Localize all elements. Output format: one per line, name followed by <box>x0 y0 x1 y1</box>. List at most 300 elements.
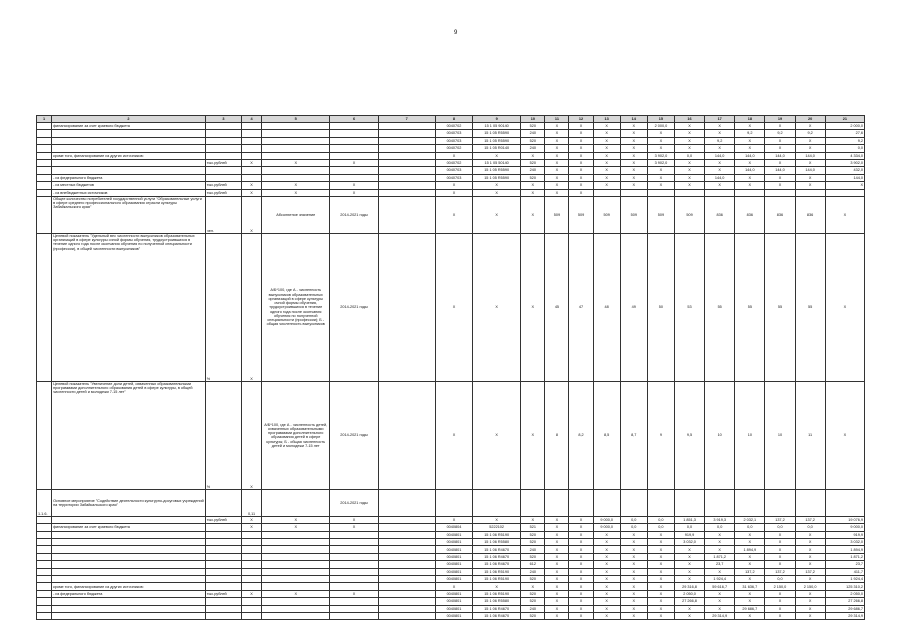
table-cell: Х <box>569 189 593 196</box>
table-cell <box>330 576 378 583</box>
table-cell: Х <box>521 233 545 381</box>
table-cell <box>52 516 206 523</box>
table-cell: Х <box>647 546 674 553</box>
table-cell: Х <box>795 590 825 597</box>
table-cell: 0040702 <box>435 123 472 130</box>
table-cell: Х <box>262 159 330 166</box>
table-cell: 520 <box>521 612 545 619</box>
table-cell: 4 334,0 <box>825 152 864 159</box>
table-cell: 15 1 05 R5590 <box>473 167 521 174</box>
table-cell: Х <box>569 568 593 575</box>
table-cell <box>37 524 52 531</box>
table-cell: Х <box>569 167 593 174</box>
table-cell: Х <box>674 561 704 568</box>
table-cell: % <box>205 233 241 381</box>
table-row <box>37 539 865 546</box>
table-cell: Х <box>593 145 620 152</box>
table-cell <box>205 123 241 130</box>
table-cell: Основное мероприятие "Содействие деятельности культурно-досуговых учреждений на территории Забайкальского края" <box>52 489 206 516</box>
table-cell: Х <box>765 182 795 189</box>
table-cell: Х <box>569 539 593 546</box>
table-cell: 15 1 05 R5590 <box>473 137 521 144</box>
table-cell: Х <box>473 516 521 523</box>
table-cell <box>52 576 206 583</box>
table-cell: 9,2 <box>705 137 735 144</box>
table-cell: Х <box>435 196 472 233</box>
table-cell: Х <box>735 145 765 152</box>
table-cell: 13 <box>593 116 620 123</box>
table-cell: Х <box>521 583 545 590</box>
table-cell <box>330 546 378 553</box>
table-cell: Х <box>521 381 545 489</box>
table-cell: Х <box>435 152 472 159</box>
table-cell: Х <box>620 182 647 189</box>
table-cell <box>378 612 435 619</box>
table-cell <box>378 130 435 137</box>
table-row <box>37 130 865 137</box>
table-cell: 240 <box>521 130 545 137</box>
table-cell <box>378 605 435 612</box>
table-cell: Х <box>795 159 825 166</box>
table-cell <box>205 546 241 553</box>
table-cell: Х <box>241 159 261 166</box>
table-cell: Х <box>545 598 569 605</box>
table-cell: Х <box>674 174 704 181</box>
table-cell <box>330 174 378 181</box>
table-cell: Х <box>545 152 569 159</box>
table-cell: 0,0 <box>765 576 795 583</box>
table-cell <box>330 145 378 152</box>
table-cell <box>262 123 330 130</box>
table-cell: Х <box>735 553 765 560</box>
table-cell: 9,5 <box>674 381 704 489</box>
table-cell: 0040801 <box>435 605 472 612</box>
table-cell <box>52 605 206 612</box>
table-cell <box>262 561 330 568</box>
table-cell <box>37 531 52 538</box>
table-cell: 1 871,2 <box>705 553 735 560</box>
table-cell: 509 <box>674 196 704 233</box>
table-cell: Х <box>330 590 378 597</box>
table-cell: Х <box>593 159 620 166</box>
table-cell <box>262 130 330 137</box>
table-cell <box>241 531 261 538</box>
table-cell: Х <box>705 145 735 152</box>
table-cell: - из внебюджетных источников <box>52 189 206 196</box>
table-cell: Х <box>765 174 795 181</box>
table-cell <box>37 196 52 233</box>
table-cell: 240 <box>521 605 545 612</box>
table-cell <box>52 568 206 575</box>
table-cell: 3 902,0 <box>647 159 674 166</box>
indicator-row <box>37 233 865 381</box>
table-cell: 0,0 <box>674 524 704 531</box>
table-cell: Х <box>674 182 704 189</box>
table-cell: 49 <box>620 233 647 381</box>
table-cell: Х <box>569 590 593 597</box>
table-cell: Х <box>569 576 593 583</box>
table-cell: Х <box>435 516 472 523</box>
table-cell <box>435 489 472 516</box>
table-cell <box>378 182 435 189</box>
page-number: 9 <box>454 30 458 36</box>
table-row <box>37 576 865 583</box>
table-cell: Х <box>593 152 620 159</box>
table-cell: Х <box>620 612 647 619</box>
table-cell: 144,0 <box>795 167 825 174</box>
table-cell <box>241 145 261 152</box>
table-cell <box>378 524 435 531</box>
table-cell: Х <box>765 159 795 166</box>
table-cell: Х <box>262 189 330 196</box>
table-cell: Х <box>674 130 704 137</box>
table-cell <box>545 489 569 516</box>
table-cell: 144,0 <box>735 152 765 159</box>
table-row <box>37 174 865 181</box>
table-cell <box>241 561 261 568</box>
table-cell: Х <box>569 583 593 590</box>
table-cell: 0040804 <box>435 524 472 531</box>
table-cell: 144,0 <box>765 152 795 159</box>
table-cell: 240 <box>521 145 545 152</box>
table-cell: 0,0 <box>825 145 864 152</box>
table-cell: 836 <box>795 196 825 233</box>
budget-table <box>36 115 865 620</box>
table-cell: финансирование за счет краевого бюджета <box>52 524 206 531</box>
table-cell: 11 <box>545 116 569 123</box>
table-cell: 612 <box>521 561 545 568</box>
table-cell: 2 050,0 <box>674 590 704 597</box>
table-cell: тыс.рублей <box>205 182 241 189</box>
table-cell: 10 <box>735 381 765 489</box>
table-cell: Х <box>545 553 569 560</box>
table-cell: Х <box>705 605 735 612</box>
table-cell: 15 1 06 R4670 <box>473 561 521 568</box>
table-cell <box>262 598 330 605</box>
table-cell: тыс.рублей <box>205 590 241 597</box>
table-cell: Х <box>593 553 620 560</box>
table-cell: Х <box>545 612 569 619</box>
table-cell: 9,2 <box>735 130 765 137</box>
table-cell: 2 150,0 <box>795 583 825 590</box>
table-cell <box>37 583 52 590</box>
table-cell <box>330 167 378 174</box>
table-cell: 520 <box>521 590 545 597</box>
table-cell <box>378 576 435 583</box>
table-row <box>37 612 865 619</box>
table-cell: 137,2 <box>795 516 825 523</box>
table-cell <box>378 174 435 181</box>
table-cell: 137,2 <box>765 568 795 575</box>
table-cell <box>205 598 241 605</box>
table-cell: Х <box>647 137 674 144</box>
table-cell: Х <box>647 182 674 189</box>
table-cell: Х <box>330 524 378 531</box>
table-cell: Х <box>765 612 795 619</box>
table-cell <box>378 583 435 590</box>
table-cell <box>378 159 435 166</box>
table-cell <box>241 539 261 546</box>
table-cell: Х <box>705 531 735 538</box>
table-cell: Х <box>674 605 704 612</box>
table-cell: Х <box>262 516 330 523</box>
table-cell <box>330 568 378 575</box>
table-cell: Х <box>545 182 569 189</box>
table-cell: Х <box>545 167 569 174</box>
table-cell: Х <box>521 182 545 189</box>
table-row <box>37 137 865 144</box>
table-cell: 0,0 <box>674 152 704 159</box>
table-cell: 0,0 <box>647 524 674 531</box>
table-cell <box>569 489 593 516</box>
table-cell: Х <box>647 539 674 546</box>
table-cell <box>262 145 330 152</box>
table-cell <box>330 152 378 159</box>
table-cell: 1 924,4 <box>825 576 864 583</box>
table-cell <box>241 167 261 174</box>
table-cell: Х <box>569 531 593 538</box>
table-cell: 0040801 <box>435 539 472 546</box>
table-cell <box>378 598 435 605</box>
table-cell: 48 <box>593 233 620 381</box>
table-row <box>37 598 865 605</box>
table-cell: 9 <box>647 381 674 489</box>
table-cell <box>37 182 52 189</box>
table-cell: Х <box>593 568 620 575</box>
table-cell: 10 <box>765 381 795 489</box>
table-cell: Х <box>735 561 765 568</box>
table-cell: 18 <box>735 116 765 123</box>
table-cell <box>52 546 206 553</box>
table-cell: 0040702 <box>435 159 472 166</box>
table-cell: 0040702 <box>435 145 472 152</box>
table-cell: Х <box>545 137 569 144</box>
table-cell: 6 <box>330 116 378 123</box>
table-cell <box>262 167 330 174</box>
table-cell: Х <box>241 590 261 597</box>
table-cell: Х <box>674 612 704 619</box>
table-cell: 432,0 <box>825 167 864 174</box>
table-cell: Х <box>765 137 795 144</box>
table-cell: Х <box>705 182 735 189</box>
table-cell: 19 <box>765 116 795 123</box>
table-cell <box>262 489 330 516</box>
table-cell: Х <box>473 233 521 381</box>
table-cell <box>241 576 261 583</box>
table-cell: Х <box>647 174 674 181</box>
table-cell: Х <box>545 568 569 575</box>
table-cell: Х <box>674 145 704 152</box>
table-cell: Х <box>262 590 330 597</box>
table-cell <box>330 553 378 560</box>
table-cell <box>205 489 241 516</box>
table-cell: Х <box>435 182 472 189</box>
table-cell <box>205 583 241 590</box>
table-cell: Х <box>795 598 825 605</box>
table-cell: 8,5 <box>593 381 620 489</box>
table-cell: Х <box>330 182 378 189</box>
table-cell: 0040703 <box>435 130 472 137</box>
table-cell: 12 <box>569 116 593 123</box>
table-cell: Х <box>241 233 261 381</box>
table-cell: Х <box>647 590 674 597</box>
table-cell: Х <box>647 598 674 605</box>
table-cell <box>262 174 330 181</box>
table-cell <box>647 189 674 196</box>
table-row <box>37 546 865 553</box>
table-cell <box>378 196 435 233</box>
table-cell <box>330 123 378 130</box>
table-cell: А/Б*100, где А - численность детей, охваченных образовательными программами дополнительного образования детей в сфере культуры; Б - общая численность детей и молодежи 7-15 лет <box>262 381 330 489</box>
table-cell <box>37 561 52 568</box>
table-cell: - из местных бюджетов <box>52 182 206 189</box>
table-cell: Х <box>241 524 261 531</box>
table-cell <box>378 152 435 159</box>
table-cell: тыс.рублей <box>205 516 241 523</box>
table-cell: Х <box>765 598 795 605</box>
table-cell: 8,2 <box>569 381 593 489</box>
table-cell: 2014-2021 годы <box>330 196 378 233</box>
table-row <box>37 152 865 159</box>
table-cell: % <box>205 381 241 489</box>
table-cell: 144,0 <box>825 174 864 181</box>
table-cell: Х <box>735 576 765 583</box>
table-cell: Х <box>620 167 647 174</box>
table-cell <box>205 605 241 612</box>
table-cell: 10 <box>521 116 545 123</box>
table-cell <box>378 137 435 144</box>
table-cell: 509 <box>545 196 569 233</box>
table-cell: 11 <box>795 381 825 489</box>
table-cell <box>735 189 765 196</box>
table-cell: Х <box>647 145 674 152</box>
table-cell: Х <box>545 189 569 196</box>
table-cell: 919,9 <box>674 531 704 538</box>
table-cell: 27 266,8 <box>825 598 864 605</box>
table-cell: Х <box>674 546 704 553</box>
table-cell: Х <box>569 524 593 531</box>
table-cell: 144,0 <box>705 152 735 159</box>
table-row <box>37 605 865 612</box>
table-cell: Х <box>593 182 620 189</box>
table-cell: 144,0 <box>795 152 825 159</box>
table-cell: Х <box>620 546 647 553</box>
table-cell: 23,7 <box>705 561 735 568</box>
table-cell <box>205 612 241 619</box>
table-cell: 3 032,0 <box>825 539 864 546</box>
table-cell <box>378 553 435 560</box>
table-row <box>37 182 865 189</box>
table-cell: Х <box>735 174 765 181</box>
table-cell: 15 1 06 R5580 <box>473 598 521 605</box>
table-row <box>37 167 865 174</box>
table-cell: Х <box>647 561 674 568</box>
table-cell: Х <box>620 159 647 166</box>
table-cell: 1 924,4 <box>705 576 735 583</box>
table-cell: 520 <box>521 174 545 181</box>
table-cell: Х <box>545 524 569 531</box>
table-cell: Х <box>795 553 825 560</box>
table-cell: 15 1 06 R5580 <box>473 539 521 546</box>
table-cell <box>37 381 52 489</box>
table-cell: 2014-2021 годы <box>330 233 378 381</box>
table-cell: Х <box>545 516 569 523</box>
table-cell: 137,2 <box>735 568 765 575</box>
table-cell <box>262 568 330 575</box>
indicator-row <box>37 381 865 489</box>
table-cell: Х <box>473 583 521 590</box>
table-cell <box>705 189 735 196</box>
table-cell <box>205 130 241 137</box>
table-cell: 27,6 <box>825 130 864 137</box>
table-cell: Х <box>593 605 620 612</box>
table-cell <box>37 233 52 381</box>
table-cell <box>262 546 330 553</box>
table-cell: 2 150,0 <box>765 583 795 590</box>
table-cell: Х <box>262 182 330 189</box>
table-cell: 3 032,0 <box>674 539 704 546</box>
table-cell <box>37 553 52 560</box>
table-cell: Х <box>674 553 704 560</box>
table-cell: 29 686,7 <box>825 605 864 612</box>
table-cell <box>52 539 206 546</box>
table-cell <box>37 568 52 575</box>
table-row <box>37 590 865 597</box>
table-cell: Х <box>735 123 765 130</box>
table-cell: Х <box>435 233 472 381</box>
table-cell <box>378 546 435 553</box>
table-cell: 520 <box>521 598 545 605</box>
table-cell: 0040801 <box>435 568 472 575</box>
table-cell <box>52 137 206 144</box>
table-cell: Х <box>765 546 795 553</box>
table-cell: Целевой показатель "Увеличение доли детей, охваченных образовательными программами дополнительного образования детей в сфере культуры, в общей численности детей и молодежи 7-15 лет" <box>52 381 206 489</box>
table-cell: 0,0 <box>795 524 825 531</box>
table-cell: 1 894,9 <box>735 546 765 553</box>
table-cell: Х <box>593 174 620 181</box>
table-cell: Х <box>674 167 704 174</box>
table-cell: Х <box>569 553 593 560</box>
table-cell: Х <box>735 531 765 538</box>
table-cell: Х <box>620 174 647 181</box>
table-cell: Х <box>705 546 735 553</box>
table-cell: Х <box>569 182 593 189</box>
table-cell <box>262 612 330 619</box>
table-cell: 15 1 05 R5590 <box>473 174 521 181</box>
table-cell: Х <box>705 568 735 575</box>
table-cell <box>378 561 435 568</box>
table-cell: кроме того, финансирование из других источников: <box>52 583 206 590</box>
table-cell <box>37 612 52 619</box>
table-cell: 509 <box>620 196 647 233</box>
table-cell <box>262 137 330 144</box>
table-cell: 0,0 <box>735 524 765 531</box>
table-cell: 29 686,7 <box>735 605 765 612</box>
table-cell: Х <box>569 516 593 523</box>
table-cell: 5 <box>262 116 330 123</box>
table-cell <box>765 189 795 196</box>
table-cell: 0040801 <box>435 612 472 619</box>
table-cell <box>620 489 647 516</box>
table-cell: Х <box>705 590 735 597</box>
table-cell: Х <box>765 123 795 130</box>
table-cell <box>37 598 52 605</box>
table-cell <box>330 612 378 619</box>
table-cell <box>241 612 261 619</box>
table-cell: 1.1.6. <box>37 489 52 516</box>
table-cell: Х <box>473 196 521 233</box>
table-cell: Х <box>705 598 735 605</box>
